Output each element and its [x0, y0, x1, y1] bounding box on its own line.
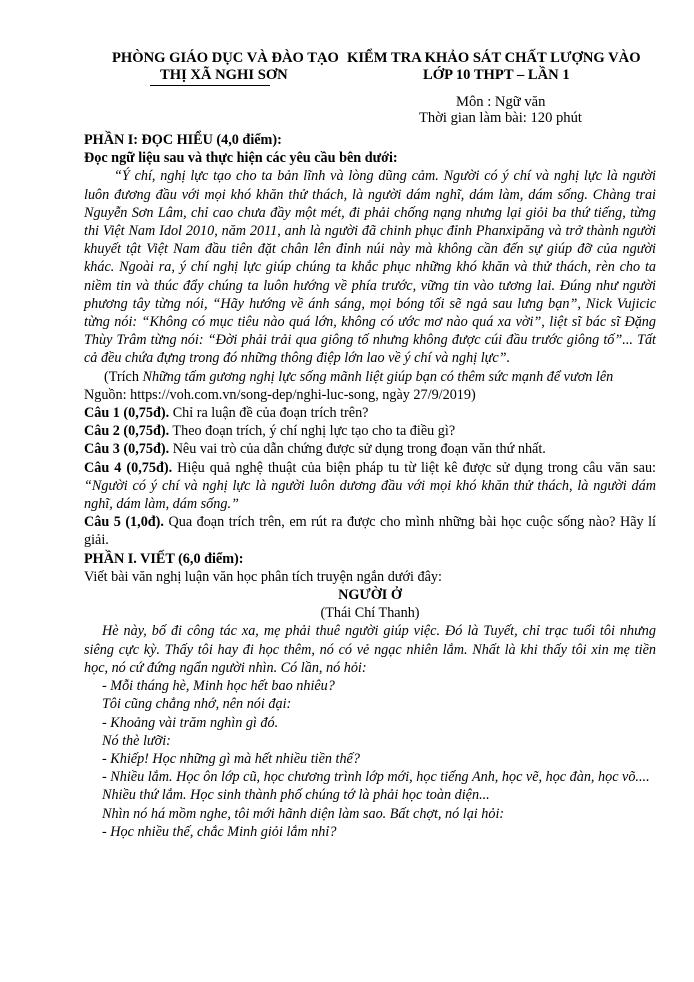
story-paragraph: - Mỗi tháng hè, Minh học hết bao nhiêu? [102, 678, 335, 695]
story-title: NGƯỜI Ở [338, 587, 402, 604]
question-5: Câu 5 (1,0đ). Qua đoạn trích trên, em rút ra được cho mình những bài học cuộc sống nào? Hãy lí giải. [84, 514, 656, 549]
story-paragraph: Nhiều thứ lắm. Học sinh thành phố chúng tớ là phải học toàn diện... [102, 787, 490, 804]
story-author: (Thái Chí Thanh) [320, 605, 420, 622]
question-1: Câu 1 (0,75đ). Chỉ ra luận đề của đoạn trích trên? [84, 405, 369, 422]
part2-title: PHẦN I. VIẾT (6,0 điểm): [84, 550, 244, 567]
exam-grade: LỚP 10 THPT – LẦN 1 [423, 67, 570, 83]
story-paragraph: Hè này, bố đi công tác xa, mẹ phải thuê người giúp việc. Đó là Tuyết, chỉ trạc tuổi tôi nhưng siêng cực kỳ. Thấy tôi hay đi học thêm, nó có vẻ ngạc nhiên lắm. Nhất là khi thấy tôi xin mẹ tiền học, nó cứ đứng ngẩn người nhìn. Có lần, nó hỏi: [84, 623, 656, 676]
header-underline [150, 85, 270, 86]
part1-title: PHẦN I: ĐỌC HIỂU (4,0 điểm): [84, 132, 282, 148]
story-paragraph: - Khoảng vài trăm nghìn gì đó. [102, 714, 279, 731]
story-paragraph: - Khiếp! Học những gì mà hết nhiều tiền thế? [102, 750, 360, 767]
question-2: Câu 2 (0,75đ). Theo đoạn trích, ý chí nghị lực tạo cho ta điều gì? [84, 423, 456, 440]
department-name: PHÒNG GIÁO DỤC VÀ ĐÀO TẠO [112, 50, 339, 66]
district-name: THỊ XÃ NGHI SƠN [160, 67, 288, 83]
reading-passage: “Ý chí, nghị lực tạo cho ta bản lĩnh và lòng dũng cảm. Người có ý chí và nghị lực là người luôn đương đầu với mọi khó khăn thử thách, là người dám nghĩ, dám làm, dám sống. Chàng trai Nguyễn Sơn Lâm, chỉ cao chưa đầy một mét, đi phải chống nạng nhưng lại giỏi ba thứ tiếng, từng thi Việt Nam Idol 2010, năm 2011, anh là người đã chinh phục đỉnh Phanxipăng và trở thành người khuyết tật Việt Nam đầu tiên đặt chân lên đỉnh núi này mà không cần đến sự giúp đỡ của người khác. Ngoài ra, ý chí nghị lực giúp chúng ta khắc phục những khó khăn và thử thách, rèn cho ta niềm tin và thúc đẩy chúng ta luôn hướng về phía trước, vững tin vào tương lai. Đúng như người phương tây từng nói, “Hãy hướng về ánh sáng, mọi bóng tối sẽ ngả sau lưng bạn”, Nick Vujicic từng nói: “Không có mục tiêu nào quá lớn, không có ước mơ nào quá xa vời”, liệt sĩ bác sĩ Đặng Thùy Trâm từng nói: “Đời phải trải qua giông tố nhưng không được cúi đầu trước giông tố”... Tất cả đều chứa đựng trong đó những thông điệp lớn lao về ý chí và nghị lực”. [84, 168, 656, 367]
exam-duration: Thời gian làm bài: 120 phút [419, 110, 582, 126]
question-4: Câu 4 (0,75đ). Hiệu quả nghệ thuật của biện pháp tu từ liệt kê được sử dụng trong câu văn sau: “Người có ý chí và nghị lực là người luôn dương đầu với mọi khó khăn thử thách, là người dám nghĩ, dám làm, dám sống.” [84, 459, 656, 513]
question-3: Câu 3 (0,75đ). Nêu vai trò của dẫn chứng được sử dụng trong đoạn văn thứ nhất. [84, 441, 546, 458]
story-paragraph: Tôi cũng chẳng nhớ, nên nói đại: [102, 696, 292, 713]
story-paragraph: Nó thè lưỡi: [102, 732, 171, 749]
part1-instruction: Đọc ngữ liệu sau và thực hiện các yêu cầu bên dưới: [84, 150, 398, 167]
source-title: Những tấm gương nghị lực sống mãnh liệt giúp bạn có thêm sức mạnh để vươn lên [142, 368, 614, 385]
document-body [84, 131, 656, 841]
part2-instruction: Viết bài văn nghị luận văn học phân tích truyện ngắn dưới đây: [84, 568, 442, 585]
story-paragraph: - Học nhiều thế, chắc Minh giỏi lắm nhỉ? [102, 823, 337, 840]
exam-title: KIỂM TRA KHẢO SÁT CHẤT LƯỢNG VÀO [347, 50, 641, 66]
passage-source: (Trích Những tấm gương nghị lực sống mãnh liệt giúp bạn có thêm sức mạnh để vươn lên Nguồn: https://voh.com.vn/song-dep/nghi-luc-song, ngày 27/9/2019) [84, 368, 614, 403]
story-paragraph: - Nhiều lắm. Học ôn lớp cũ, học chương trình lớp mới, học tiếng Anh, học vẽ, học đàn, học võ.... [102, 769, 650, 786]
exam-subject: Môn : Ngữ văn [456, 94, 546, 110]
story-paragraph: Nhìn nó há mồm nghe, tôi mới hãnh diện làm sao. Bất chợt, nó lại hỏi: [102, 805, 505, 822]
